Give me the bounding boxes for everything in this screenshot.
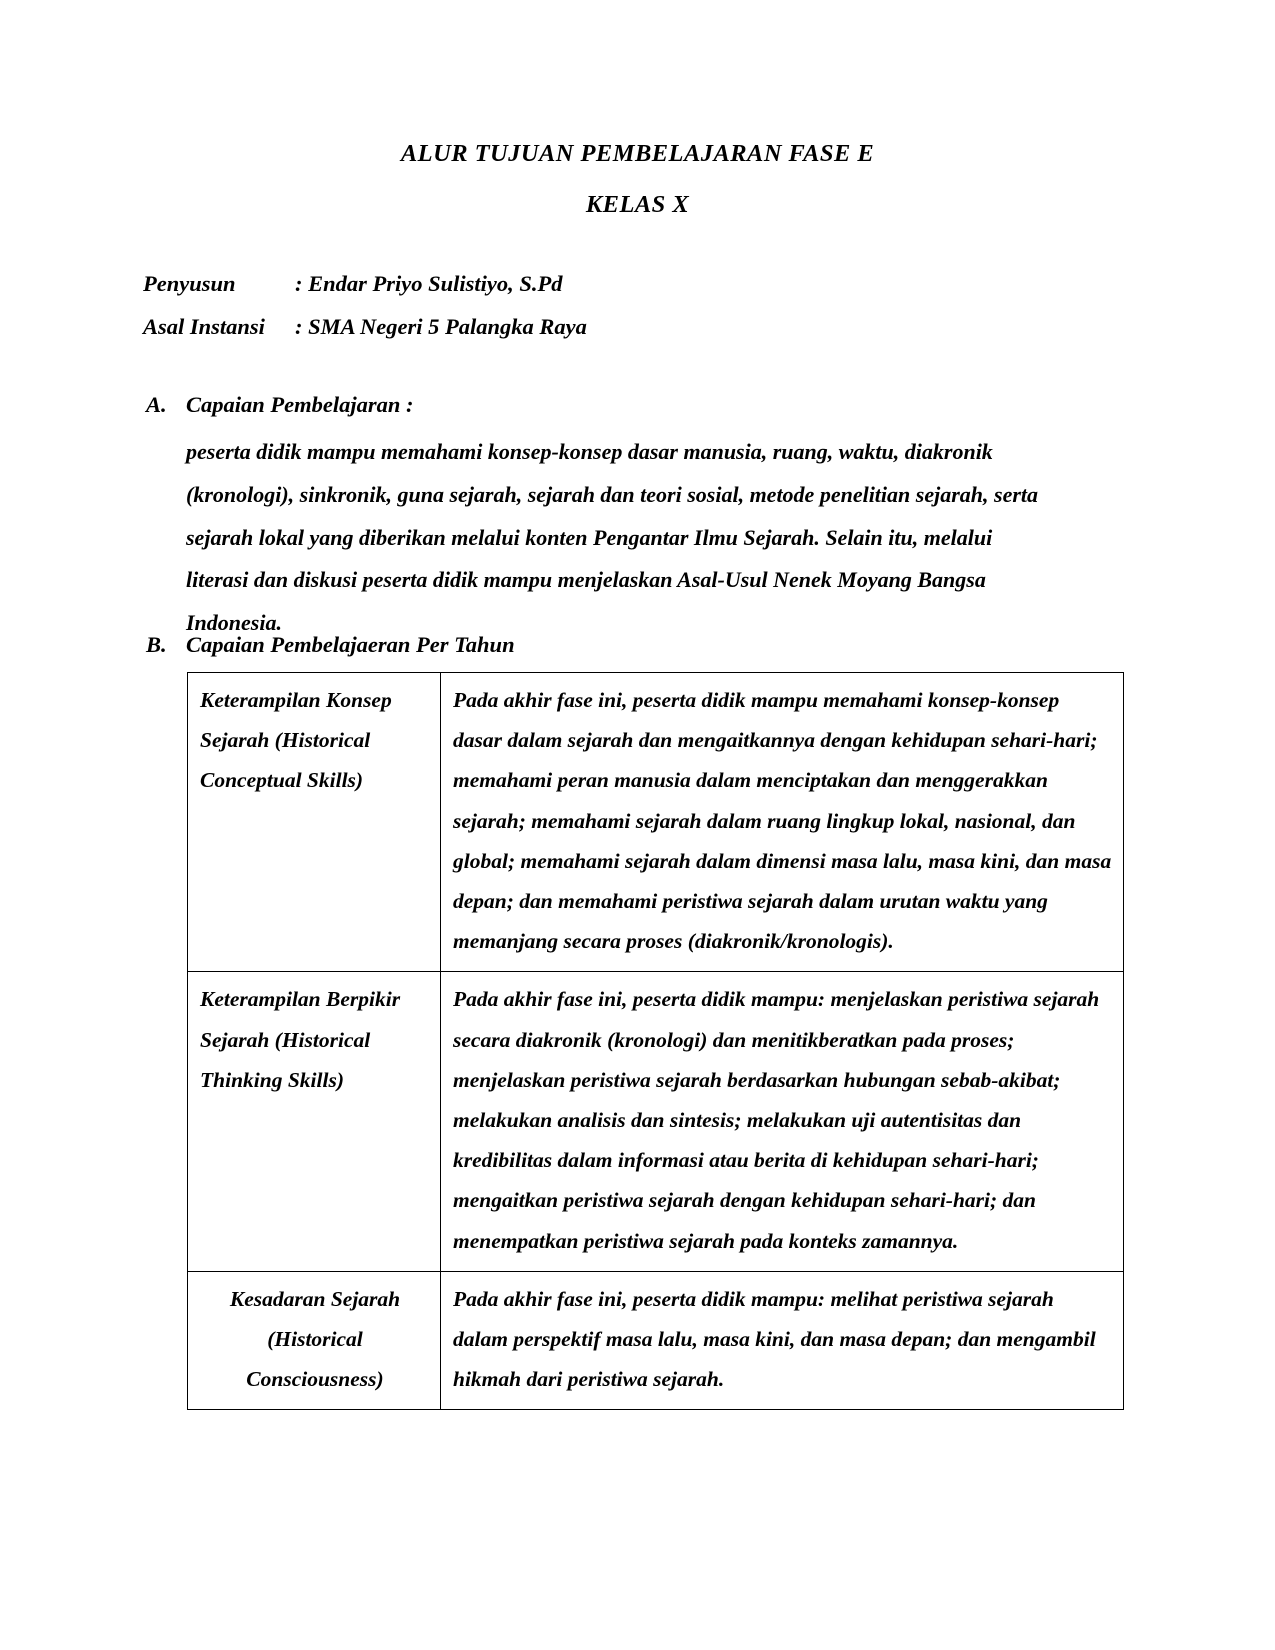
section-b-letter: B.	[146, 632, 167, 657]
table-row	[188, 673, 1124, 972]
document-metadata	[143, 262, 1043, 348]
metadata-value-penyusun: : Endar Priyo Sulistiyo, S.Pd	[295, 271, 563, 296]
section-b-heading	[146, 628, 1146, 662]
section-a-heading	[146, 388, 1146, 422]
document-title-line-2: KELAS X	[585, 191, 690, 219]
table-cell-skill: Keterampilan Konsep Sejarah (Historical Conceptual Skills)	[188, 673, 441, 972]
metadata-label-penyusun: Penyusun	[143, 271, 236, 296]
metadata-label-asal-instansi: Asal Instansi	[143, 314, 265, 340]
capaian-pembelajaran-table	[187, 672, 1124, 1410]
table-row	[188, 1271, 1124, 1410]
section-b-heading-text: Capaian Pembelajaeran Per Tahun	[186, 632, 515, 657]
section-a-letter: A.	[146, 392, 167, 417]
table-cell-description: Pada akhir fase ini, peserta didik mampu: menjelaskan peristiwa sejarah secara diakronik (kronologi) dan menitikberatkan pada proses; menjelaskan peristiwa sejarah berdasarkan hubungan sebab-akibat; melakukan analisis dan sintesis; melakukan uji autentisitas dan kredibilitas dalam informasi atau berita di kehidupan sehari-hari; mengaitkan peristiwa sejarah dengan kehidupan sehari-hari; dan menempatkan peristiwa sejarah pada konteks zamannya.	[441, 972, 1124, 1271]
table-cell-description: Pada akhir fase ini, peserta didik mampu memahami konsep-konsep dasar dalam sejarah dan mengaitkannya dengan kehidupan sehari-hari; memahami peran manusia dalam menciptakan dan menggerakkan sejarah; memahami sejarah dalam ruang lingkup lokal, nasional, dan global; memahami sejarah dalam dimensi masa lalu, masa kini, dan masa depan; dan memahami peristiwa sejarah dalam urutan waktu yang memanjang secara proses (diakronik/kronologis).	[441, 673, 1124, 972]
table-cell-skill: Keterampilan Berpikir Sejarah (Historical Thinking Skills)	[188, 972, 441, 1271]
document-title-block	[0, 138, 1275, 221]
section-a-body: peserta didik mampu memahami konsep-konsep dasar manusia, ruang, waktu, diakronik (kronologi), sinkronik, guna sejarah, sejarah dan teori sosial, metode penelitian sejarah, serta sejarah lokal yang diberikan melalui konten Pengantar Ilmu Sejarah. Selain itu, melalui literasi dan diskusi peserta didik mampu menjelaskan Asal-Usul Nenek Moyang Bangsa Indonesia.	[186, 438, 1039, 636]
metadata-row-penyusun	[143, 262, 1043, 305]
document-title-line-1: ALUR TUJUAN PEMBELAJARAN FASE E	[400, 140, 875, 167]
table-cell-description: Pada akhir fase ini, peserta didik mampu: melihat peristiwa sejarah dalam perspektif masa lalu, masa kini, dan masa depan; dan mengambil hikmah dari peristiwa sejarah.	[441, 1271, 1124, 1410]
section-a-heading-text: Capaian Pembelajaran :	[186, 392, 414, 417]
section-capaian-pembelajaran-per-tahun	[146, 628, 1146, 662]
table-cell-skill: Kesadaran Sejarah (Historical Consciousness)	[188, 1271, 441, 1410]
metadata-value-asal-instansi: : SMA Negeri 5 Palangka Raya	[295, 314, 587, 340]
metadata-row-asal-instansi	[143, 305, 1043, 348]
section-capaian-pembelajaran	[146, 388, 1146, 645]
table-row	[188, 972, 1124, 1271]
